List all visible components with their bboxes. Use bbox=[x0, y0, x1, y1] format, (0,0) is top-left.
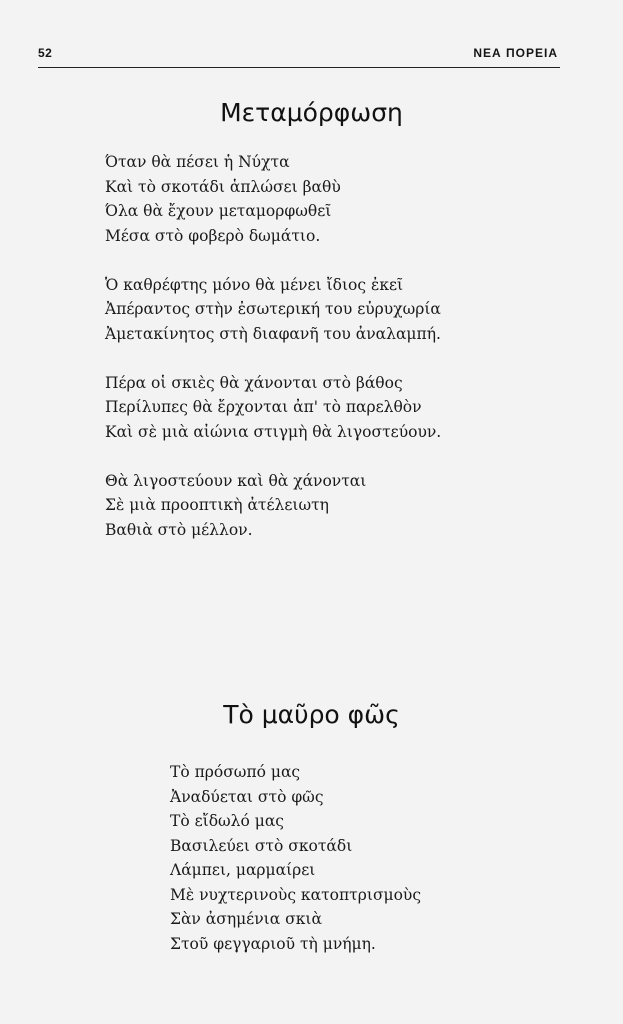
page-number: 52 bbox=[38, 46, 53, 60]
poem-body bbox=[170, 760, 421, 981]
poem-title: Τὸ μαῦρο φῶς bbox=[223, 700, 400, 729]
poem-body bbox=[105, 150, 441, 567]
verse-line: Τὸ εἴδωλό μας bbox=[170, 812, 284, 830]
verse-line: Τὸ πρόσωπό μας bbox=[170, 763, 301, 781]
verse-line: Λάμπει, μαρμαίρει bbox=[170, 861, 316, 879]
verse-line: Θὰ λιγοστεύουν καὶ θὰ χάνονται bbox=[105, 471, 367, 490]
verse-line: Μέσα στὸ φοβερὸ δωμάτιο. bbox=[105, 226, 321, 245]
verse-line: Όλα θὰ ἔχουν μεταμορφωθεῖ bbox=[105, 202, 332, 220]
verse-line: Βαθιὰ στὸ μέλλον. bbox=[105, 520, 253, 539]
verse-line: Βασιλεύει στὸ σκοτάδι bbox=[170, 836, 353, 855]
stanza bbox=[105, 150, 441, 248]
page-header bbox=[38, 46, 558, 68]
verse-line: Καὶ σὲ μιὰ αἰώνια στιγμὴ θὰ λιγοστεύουν. bbox=[105, 422, 442, 441]
verse-line: Σὰν ἀσημένια σκιὰ bbox=[170, 910, 322, 928]
verse-line: Σὲ μιὰ προοπτικὴ ἀτέλειωτη bbox=[105, 496, 329, 514]
stanza bbox=[105, 469, 441, 543]
verse-line: Στοῦ φεγγαριοῦ τὴ μνήμη. bbox=[170, 934, 376, 953]
verse-line: Ἀπέραντος στὴν ἐσωτερική του εὐρυχωρία bbox=[105, 300, 441, 318]
poem-title: Μεταμόρφωση bbox=[220, 98, 403, 127]
verse-line: Μὲ νυχτερινοὺς κατοπτρισμοὺς bbox=[170, 885, 422, 904]
stanza bbox=[105, 371, 441, 445]
header-rule bbox=[38, 67, 560, 68]
verse-line: Πέρα οἱ σκιὲς θὰ χάνονται στὸ βάθος bbox=[105, 373, 403, 392]
verse-line: Ἀμετακίνητος στὴ διαφανῆ του ἀναλαμπή. bbox=[105, 324, 441, 343]
verse-line: Ὁ καθρέφτης μόνο θὰ μένει ἴδιος ἐκεῖ bbox=[105, 275, 404, 294]
verse-line: Καὶ τὸ σκοτάδι ἁπλώσει βαθὺ bbox=[105, 177, 341, 196]
running-head: ΝΕΑ ΠΟΡΕΙΑ bbox=[473, 46, 558, 60]
verse-line: Περίλυπες θὰ ἔρχονται ἀπ' τὸ παρελθὸν bbox=[105, 398, 422, 416]
verse-line: Όταν θὰ πέσει ἡ Νύχτα bbox=[105, 153, 290, 171]
stanza bbox=[170, 760, 421, 956]
verse-line: Ἀναδύεται στὸ φῶς bbox=[170, 787, 324, 806]
stanza bbox=[105, 273, 441, 347]
